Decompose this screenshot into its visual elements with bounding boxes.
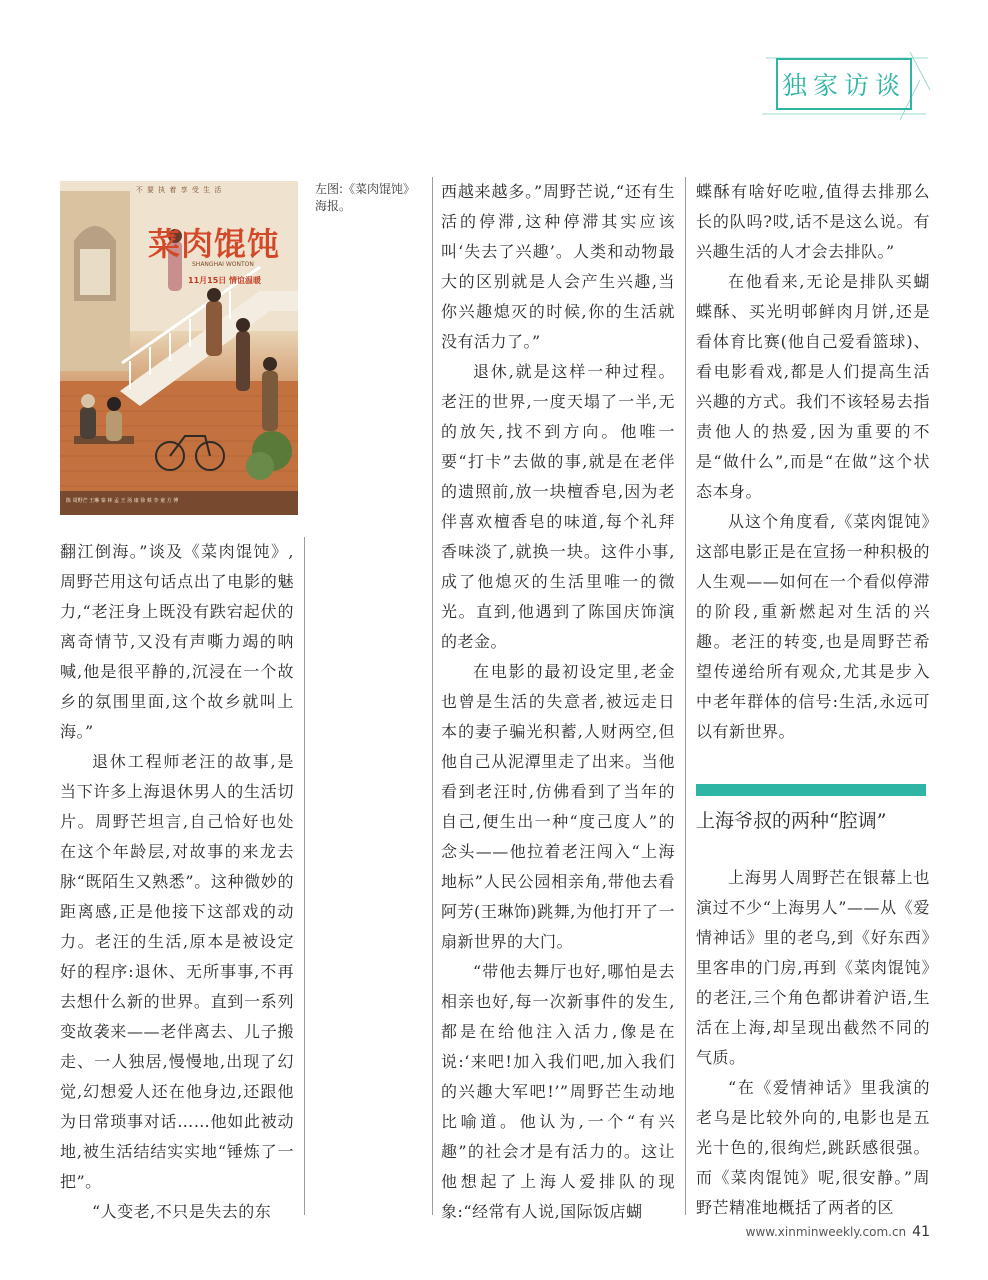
article-column-3	[696, 177, 930, 747]
paragraph: 翻江倒海。”谈及《菜肉馄饨》,周野芒用这句话点出了电影的魅力,“老汪身上既没有跌宕起伏的离奇情节,又没有声嘶力竭的呐喊,他是很平静的,沉浸在一个故乡的氛围里面,这个故乡就叫上海。”	[60, 542, 294, 741]
subsection-bar	[696, 784, 926, 796]
movie-poster	[60, 181, 298, 515]
article-column-2	[441, 177, 675, 1227]
column-rule	[304, 537, 305, 1215]
paragraph: “带他去舞厅也好,哪怕是去相亲也好,每一次新事件的发生,都是在给他注入活力,像是在说:‘来吧!加入我们吧,加入我们的兴趣大军吧!’”周野芒生动地比喻道。他认为,一个“有兴趣”的社会才是有活力的。这让他想起了上海人爱排队的现象:“经常有人说,国际饭店蝴	[441, 962, 675, 1221]
poster-tagline: 不 要 执 着 享 受 生 活	[135, 186, 223, 194]
paragraph: “在《爱情神话》里我演的老乌是比较外向的,电影也是五光十色的,很绚烂,跳跃感很强。而《菜肉馄饨》呢,很安静。”周野芒精准地概括了两者的区	[696, 1078, 930, 1217]
poster-caption: 左图:《菜肉馄饨》海报。	[315, 182, 416, 213]
poster-date: 11月15日 情谊温暖	[188, 276, 262, 285]
poster-title: 菜肉馄饨	[148, 225, 281, 263]
paragraph: 从这个角度看,《菜肉馄饨》这部电影正是在宣扬一种积极的人生观——如何在一个看似停滞的阶段,重新燃起对生活的兴趣。老汪的转变,也是周野芒希望传递给所有观众,尤其是步入中老年群体的信号:生活,永远可以有新世界。	[696, 512, 930, 741]
section-label: 独家访谈	[776, 58, 912, 110]
footer-url: www.xinminweekly.com.cn	[745, 1225, 907, 1239]
paragraph: 西越来越多。”周野芒说,“还有生活的停滞,这种停滞其实应该叫‘失去了兴趣’。人类和动物最大的区别就是人会产生兴趣,当你兴趣熄灭的时候,你的生活就没有活力了。”	[441, 182, 675, 351]
paragraph: 退休,就是这样一种过程。老汪的世界,一度天塌了一半,无的放矢,找不到方向。他唯一要“打卡”去做的事,就是在老伴的遗照前,放一块檀香皂,因为老伴喜欢檀香皂的味道,每个礼拜香味淡了,就换一块。这件小事,成了他熄灭的生活里唯一的微光。直到,他遇到了陈国庆饰演的老金。	[441, 362, 675, 651]
paragraph: “人变老,不只是失去的东	[92, 1202, 272, 1221]
paragraph: 在电影的最初设定里,老金也曾是生活的失意者,被远走日本的妻子骗光积蓄,人财两空,但他自己从泥潭里走了出来。当他看到老汪时,仿佛看到了当年的自己,便生出一种“度己度人”的念头——他拉着老汪闯入“上海地标”人民公园相亲角,带他去看阿芳(王琳饰)跳舞,为他打开了一扇新世界的大门。	[441, 662, 675, 951]
column-rule	[432, 177, 433, 1215]
paragraph: 蝶酥有啥好吃啦,值得去排那么长的队吗?哎,话不是这么说。有兴趣生活的人才会去排队。”	[696, 182, 930, 261]
paragraph: 上海男人周野芒在银幕上也演过不少“上海男人”——从《爱情神话》里的老乌,到《好东西》里客串的门房,再到《菜肉馄饨》的老汪,三个角色都讲着沪语,生活在上海,却呈现出截然不同的气质。	[696, 868, 930, 1067]
article-column-1	[60, 537, 294, 1227]
page-number: 41	[912, 1224, 930, 1240]
page-footer	[742, 1224, 930, 1240]
poster-credits: 陈 周野芒 王琳 秦 林 孟 王 汤 康 徐 蔡 李 童 方 傅	[66, 498, 179, 504]
poster-subtitle: SHANGHAI WONTON	[192, 261, 254, 268]
column-rule	[685, 177, 686, 1215]
paragraph: 退休工程师老汪的故事,是当下许多上海退休男人的生活切片。周野芒坦言,自己恰好也处在这个年龄层,对故事的来龙去脉“既陌生又熟悉”。这种微妙的距离感,正是他接下这部戏的动力。老汪的生活,原本是被设定好的程序:退休、无所事事,不再去想什么新的世界。直到一系列变故袭来——老伴离去、儿子搬走、一人独居,慢慢地,出现了幻觉,幻想爱人还在他身边,还跟他为日常琐事对话……他如此被动地,被生活结结实实地“锤炼了一把”。	[60, 752, 294, 1191]
article-column-3-continued	[696, 863, 930, 1223]
paragraph: 在他看来,无论是排队买蝴蝶酥、买光明邨鲜肉月饼,还是看体育比赛(他自己爱看篮球)、看电影看戏,都是人们提高生活兴趣的方式。我们不该轻易去指责他人的热爱,因为重要的不是“做什么”,而是“在做”这个状态本身。	[696, 272, 930, 501]
subsection-heading: 上海爷叔的两种“腔调”	[696, 810, 887, 832]
